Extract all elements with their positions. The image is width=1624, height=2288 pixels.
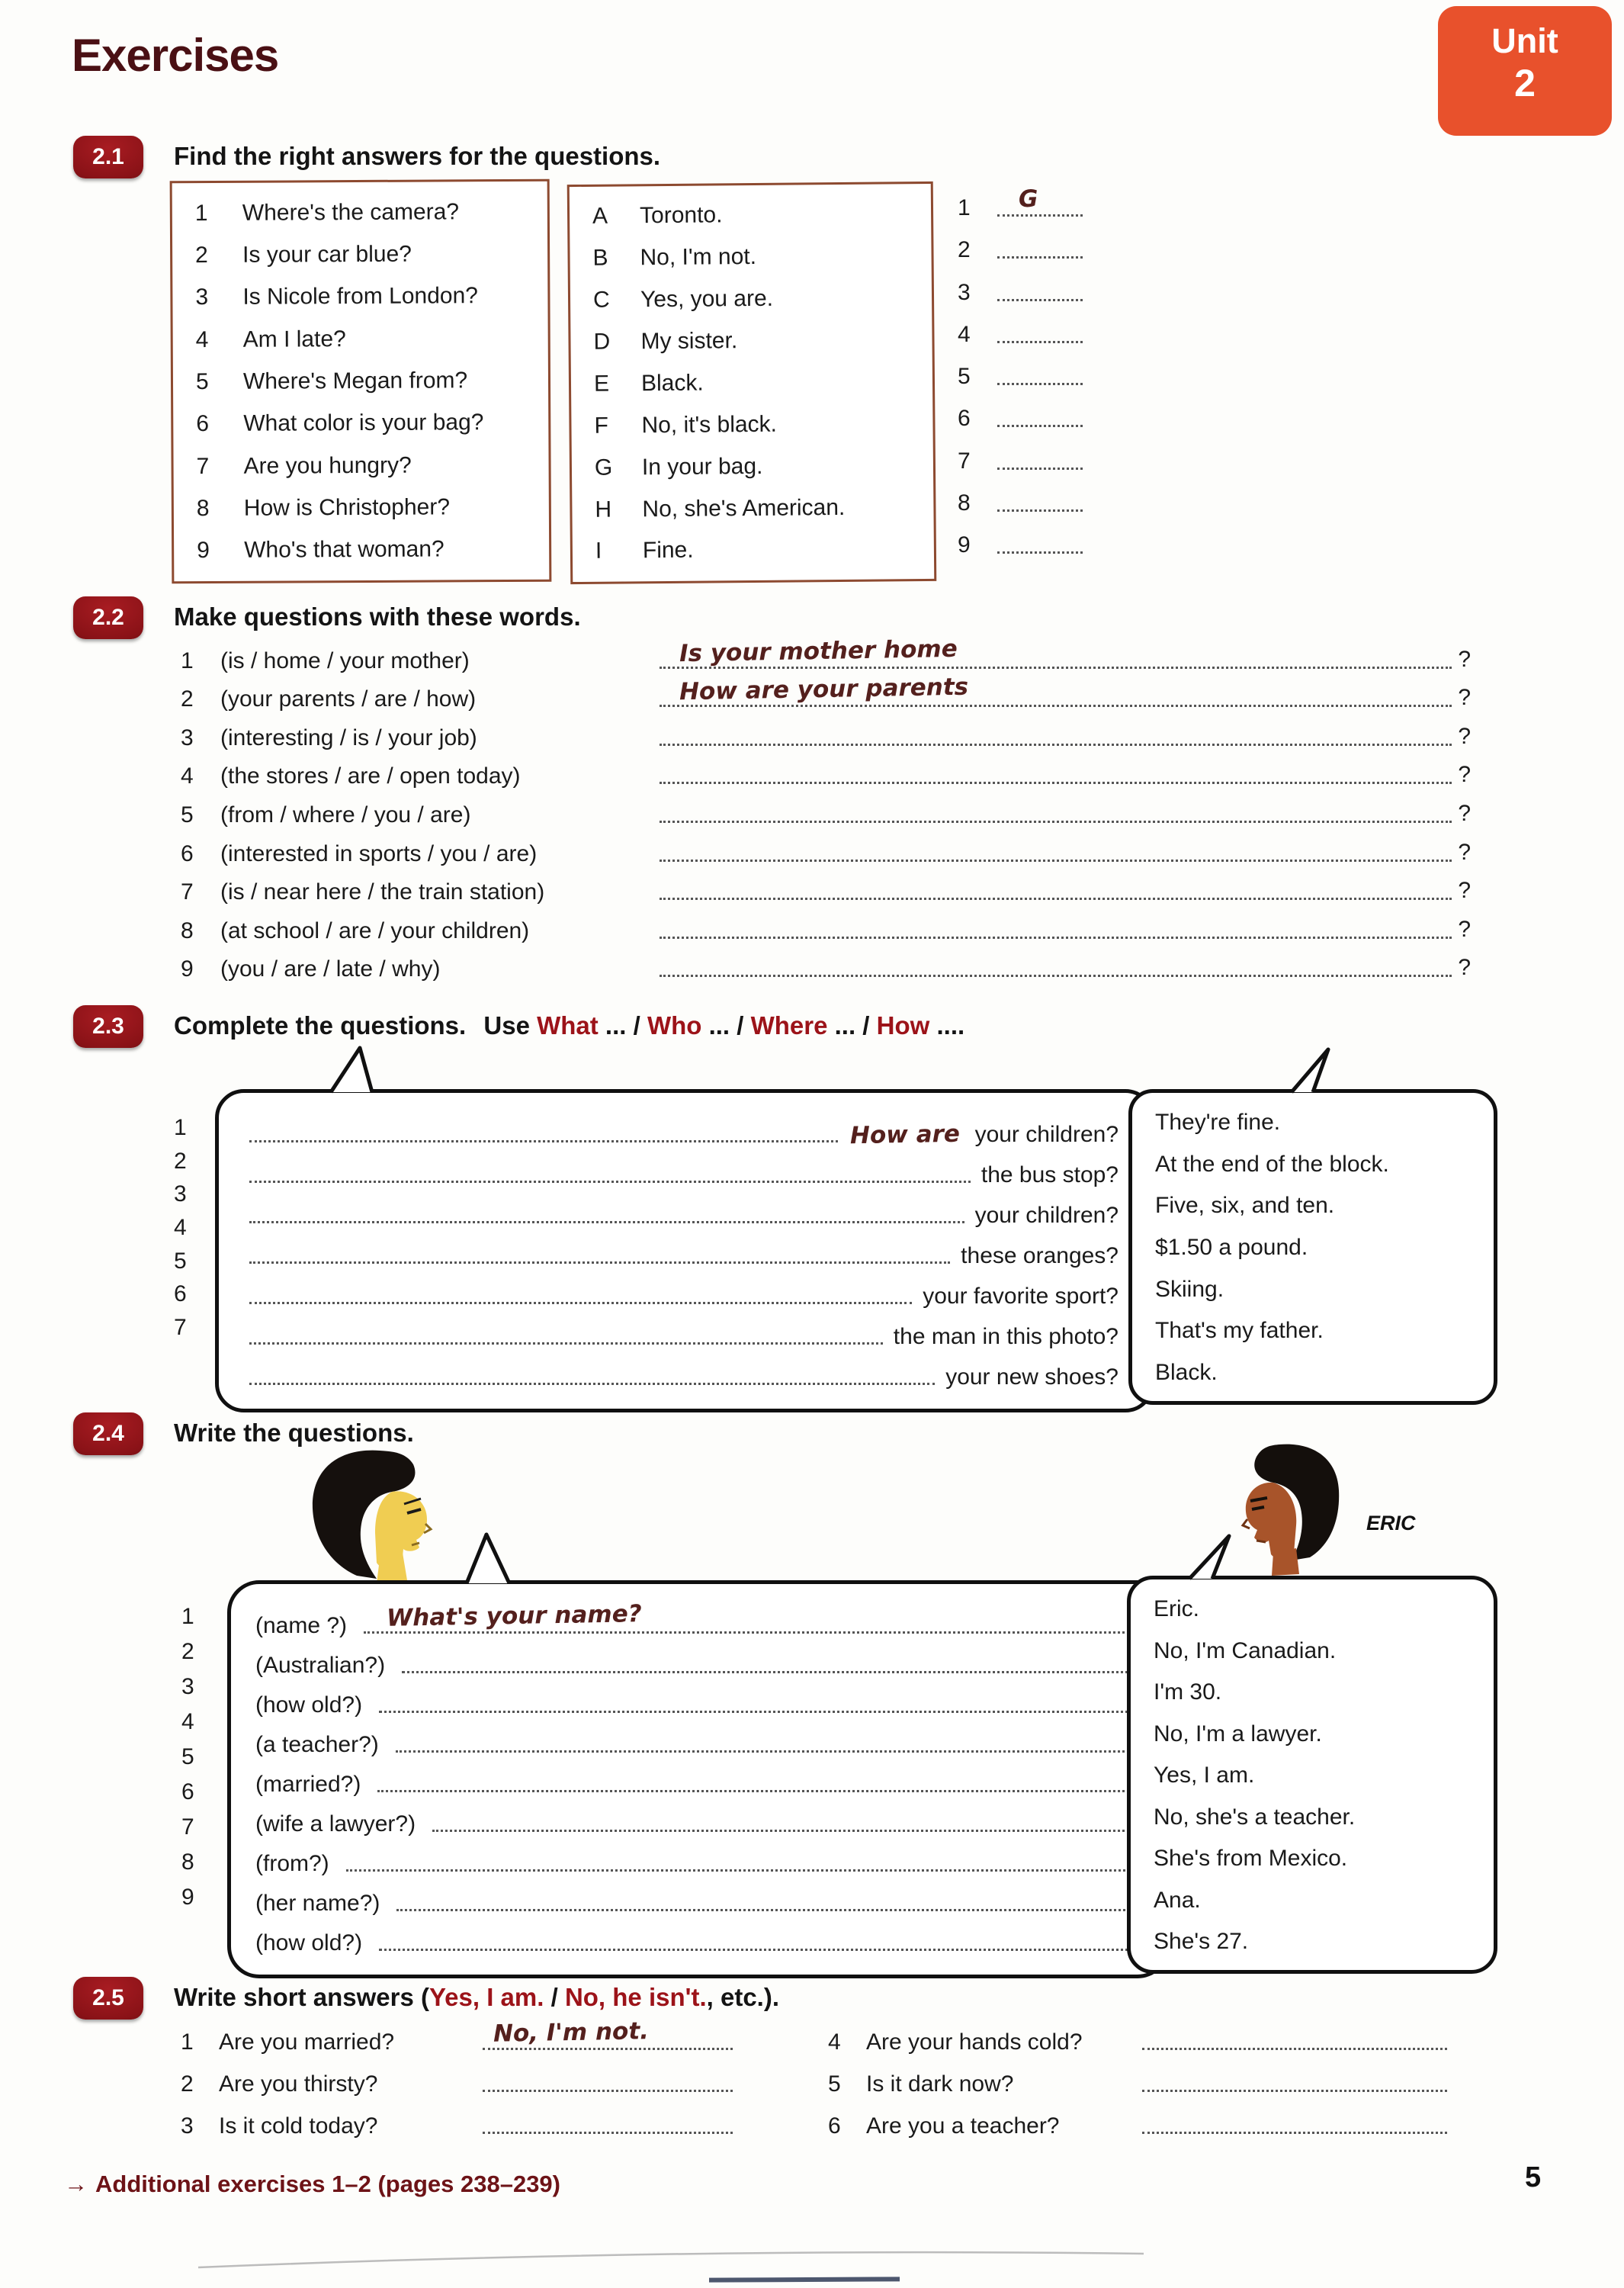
question-ending: the bus stop? [980, 1162, 1119, 1187]
answer-line [432, 1802, 1138, 1832]
word-prompt: (interesting / is / your job) [220, 725, 477, 750]
question-prompt: (wife a lawyer?) [255, 1811, 416, 1837]
answer-line [249, 1155, 971, 1183]
blank-number: 7 [958, 448, 971, 474]
answer-line [1142, 2059, 1447, 2092]
word-prompt: (the stores / are / open today) [220, 763, 521, 789]
row-number: 8 [181, 1849, 194, 1875]
answer-line [402, 1644, 1138, 1673]
answer-text: Yes, you are. [640, 285, 774, 313]
complete-question-row [249, 1114, 1119, 1148]
response-text: They're fine. [1155, 1110, 1281, 1135]
word-prompt: (your parents / are / how) [220, 686, 477, 712]
separator: ... / [701, 1011, 751, 1040]
answer-letter: F [594, 413, 608, 439]
unit-badge [1438, 6, 1612, 136]
unit-badge-number: 2 [1514, 62, 1536, 104]
row-number: 6 [828, 2113, 841, 2139]
answer-line [660, 906, 1452, 939]
row-number: 7 [181, 879, 194, 905]
word-prompt: (from / where / you / are) [220, 802, 471, 827]
write-question-row [255, 1723, 1138, 1758]
responses-speech-bubble [1128, 1089, 1497, 1405]
row-number: 6 [181, 840, 194, 866]
exercise-2-2-rows [181, 635, 1471, 982]
answer-line [1142, 2017, 1447, 2050]
row-number: 3 [174, 1181, 187, 1207]
blank-row [958, 520, 1095, 558]
question-text: Are you hungry? [243, 452, 412, 479]
question-number: 7 [196, 453, 210, 479]
question-row [173, 410, 548, 438]
question-number: 2 [195, 243, 208, 268]
write-question-row [255, 1881, 1138, 1917]
question-prompt: (a teacher?) [255, 1732, 379, 1757]
row-number: 3 [181, 2113, 194, 2139]
answer-text: No, I'm not. [640, 244, 757, 271]
exercise-badge-2-3: 2.3 [73, 1005, 143, 1048]
handwritten-answer: What's your name? [386, 1600, 643, 1632]
instruction-text: Write short answers ( [174, 1983, 429, 2011]
response-text: I'm 30. [1154, 1679, 1222, 1705]
question-text: Is your car blue? [242, 241, 412, 268]
answer-blank [997, 184, 1083, 217]
question-text: Are you a teacher? [866, 2113, 1060, 2139]
answer-text: No, it's black. [641, 411, 778, 439]
complete-question-row [249, 1276, 1119, 1309]
question-mark: ? [1458, 723, 1471, 749]
bubble-row-numbers [174, 1115, 187, 1341]
question-text: Are you married? [219, 2029, 395, 2055]
response-text: At the end of the block. [1155, 1151, 1389, 1177]
question-row [173, 368, 548, 396]
short-answer-row [828, 2055, 1447, 2097]
answer-letter: G [594, 455, 613, 480]
answer-line [660, 790, 1452, 823]
answer-blank [997, 352, 1083, 385]
row-number: 5 [181, 802, 194, 827]
answer-line [660, 867, 1452, 900]
question-ending: your favorite sport? [923, 1284, 1119, 1309]
keyword-no-he-isnt: No, he isn't. [564, 1983, 707, 2011]
question-mark: ? [1458, 762, 1471, 788]
instruction-text: Complete the questions. [174, 1011, 467, 1040]
question-prompt: (married?) [255, 1772, 361, 1797]
question-text: Are you thirsty? [219, 2071, 378, 2097]
questions-speech-bubble [215, 1089, 1154, 1412]
response-text: She's 27. [1154, 1929, 1249, 1954]
footer-text: Additional exercises 1–2 (pages 238–239) [95, 2171, 560, 2197]
answer-blank [997, 521, 1083, 554]
answer-line [249, 1195, 964, 1223]
answer-letter: C [592, 287, 610, 313]
question-ending: the man in this photo? [893, 1324, 1119, 1349]
make-question-row [181, 635, 1471, 674]
row-number: 1 [181, 1604, 194, 1629]
answer-line [377, 1763, 1138, 1792]
complete-question-row [249, 1195, 1119, 1229]
speech-bubble-tail [1186, 1533, 1237, 1580]
response-text: That's my father. [1155, 1318, 1324, 1344]
question-number: 1 [194, 200, 208, 226]
answer-blank [997, 226, 1083, 259]
answer-line [346, 1842, 1138, 1872]
page-number: 5 [1525, 2161, 1542, 2193]
page-curl-shadow [191, 2238, 1151, 2273]
handwritten-answer: How are [849, 1120, 960, 1150]
question-row [173, 451, 548, 480]
question-text: Where's Megan from? [242, 368, 468, 394]
word-prompt: (is / home / your mother) [220, 648, 470, 673]
speech-bubble-tail [464, 1531, 517, 1585]
word-prompt: (you / are / late / why) [220, 956, 441, 982]
question-text: What color is your bag? [243, 410, 484, 437]
exercise-2-1-instruction: Find the right answers for the questions. [174, 142, 661, 170]
make-question-row [181, 751, 1471, 790]
question-text: Is Nicole from London? [242, 283, 479, 310]
blank-number: 5 [958, 364, 971, 389]
make-question-row [181, 674, 1471, 713]
make-question-row [181, 905, 1471, 944]
answer-line [660, 944, 1452, 977]
short-answers-right-column [828, 2013, 1447, 2139]
response-text: Ana. [1154, 1887, 1201, 1913]
write-question-row [255, 1842, 1138, 1877]
row-number: 1 [174, 1115, 187, 1140]
question-text: Is it cold today? [219, 2113, 378, 2139]
response-text: $1.50 a pound. [1155, 1234, 1308, 1260]
eric-responses-bubble [1127, 1576, 1497, 1974]
question-number: 8 [196, 495, 210, 522]
answer-line [249, 1316, 883, 1345]
answer-text: In your bag. [641, 453, 763, 480]
blank-row [958, 225, 1095, 263]
answer-line [1142, 2101, 1447, 2134]
answer-line [660, 674, 1452, 707]
handwritten-answer: Is your mother home [679, 635, 958, 667]
answer-line [379, 1683, 1138, 1713]
question-mark: ? [1458, 685, 1471, 711]
unit-badge-label: Unit [1491, 21, 1558, 60]
response-text: Five, six, and ten. [1155, 1193, 1335, 1219]
write-question-row [255, 1683, 1138, 1718]
exercise-badge-2-1: 2.1 [73, 136, 143, 178]
question-prompt: (from?) [255, 1851, 329, 1876]
keyword-where: Where [750, 1011, 828, 1040]
question-prompt: (how old?) [255, 1930, 363, 1955]
answer-line [660, 829, 1452, 862]
exercise-badge-2-2: 2.2 [73, 596, 143, 639]
row-number: 4 [181, 763, 194, 789]
exercise-2-4-instruction: Write the questions. [174, 1419, 414, 1447]
answer-line [249, 1357, 935, 1385]
row-number: 7 [181, 1814, 194, 1840]
blank-row [958, 394, 1095, 432]
question-text: Am I late? [242, 326, 346, 352]
eric-name-label: ERIC [1366, 1512, 1416, 1534]
blank-number: 8 [958, 490, 971, 516]
response-text: She's from Mexico. [1154, 1846, 1348, 1871]
blank-number: 2 [958, 237, 971, 263]
row-number: 2 [181, 686, 194, 712]
answer-row [570, 284, 932, 313]
make-question-row [181, 944, 1471, 983]
answer-row [570, 243, 931, 272]
answer-row [572, 493, 933, 522]
row-number: 5 [828, 2071, 841, 2097]
blank-row [958, 310, 1095, 348]
blank-number: 3 [958, 279, 971, 305]
question-mark: ? [1458, 878, 1471, 904]
question-mark: ? [1458, 646, 1471, 672]
make-question-row [181, 828, 1471, 867]
question-number: 6 [196, 411, 210, 437]
response-text: No, she's a teacher. [1154, 1804, 1356, 1830]
answer-line [660, 636, 1452, 669]
question-mark: ? [1458, 800, 1471, 826]
row-number: 9 [181, 1885, 194, 1910]
response-text: No, I'm Canadian. [1154, 1637, 1337, 1663]
keyword-yes-i-am: Yes, I am. [428, 1983, 544, 2011]
write-question-row [255, 1921, 1138, 1956]
answer-row [571, 410, 932, 439]
answers-box [567, 182, 937, 584]
answer-line [483, 2101, 733, 2134]
answer-line [396, 1723, 1138, 1753]
response-text: Skiing. [1155, 1276, 1224, 1302]
answer-row [570, 326, 932, 355]
exercise-badge-2-5: 2.5 [73, 1977, 143, 2020]
blank-row [958, 436, 1095, 474]
write-question-row [255, 1644, 1138, 1679]
blank-number: 6 [958, 406, 971, 432]
separator: ... / [598, 1011, 647, 1040]
answer-line [483, 2017, 733, 2050]
answer-text: My sister. [640, 328, 738, 355]
speech-bubble-tail [1287, 1046, 1337, 1094]
question-row [174, 536, 549, 564]
row-number: 4 [828, 2029, 841, 2055]
complete-question-row [249, 1236, 1119, 1269]
row-number: 2 [181, 1639, 194, 1664]
row-number: 4 [181, 1709, 194, 1734]
row-number: 7 [174, 1314, 187, 1340]
make-question-row [181, 712, 1471, 751]
question-text: Who's that woman? [244, 536, 445, 564]
question-number: 5 [195, 369, 209, 395]
question-ending: your new shoes? [945, 1364, 1119, 1390]
write-question-row [255, 1802, 1138, 1837]
answer-blank [997, 310, 1083, 343]
answer-row [572, 452, 933, 481]
write-question-row [255, 1600, 1138, 1639]
answer-line [379, 1921, 1138, 1951]
woman-face-illustration [290, 1444, 465, 1586]
answer-line [660, 751, 1452, 784]
question-ending: your children? [974, 1203, 1119, 1228]
separator: / [544, 1983, 565, 2011]
answer-line [660, 713, 1452, 746]
answer-row [570, 201, 931, 230]
handwritten-answer: G [1018, 185, 1038, 214]
answer-text: Fine. [642, 538, 694, 564]
exercise-2-3-instruction [174, 1011, 964, 1040]
keyword-how: How [876, 1011, 930, 1040]
short-answer-row [828, 2097, 1447, 2139]
short-answer-row [181, 2097, 733, 2139]
answer-letter: B [592, 245, 608, 272]
word-prompt: (is / near here / the train station) [220, 879, 545, 905]
question-prompt: (name ?) [255, 1613, 348, 1638]
response-text: Black. [1155, 1359, 1218, 1385]
handwritten-answer: No, I'm not. [493, 2017, 650, 2048]
complete-question-row [249, 1155, 1119, 1188]
eric-face-illustration [1229, 1440, 1351, 1579]
blank-row [958, 478, 1095, 516]
answer-blank [997, 268, 1083, 301]
short-answer-row [181, 2013, 733, 2055]
response-text: Yes, I am. [1154, 1763, 1255, 1788]
question-prompt: (how old?) [255, 1692, 363, 1718]
short-answer-row [828, 2013, 1447, 2055]
blank-row [958, 352, 1095, 390]
question-text: Is it dark now? [866, 2071, 1014, 2097]
short-answer-row [181, 2055, 733, 2097]
question-row [172, 198, 547, 227]
question-number: 4 [195, 326, 209, 352]
row-number: 5 [181, 1744, 194, 1769]
question-row [172, 241, 547, 269]
blank-number: 4 [958, 321, 971, 347]
answer-letter: D [593, 329, 611, 355]
exercise-badge-2-4: 2.4 [73, 1412, 143, 1455]
question-number: 9 [197, 538, 210, 564]
answer-line [483, 2059, 733, 2092]
instruction-text: , etc.). [706, 1983, 779, 2011]
bubble-row-numbers [181, 1604, 194, 1910]
make-question-row [181, 867, 1471, 906]
additional-exercises-note [64, 2171, 560, 2198]
questions-box [170, 179, 552, 584]
row-number: 3 [181, 725, 194, 750]
answer-blank [997, 479, 1083, 512]
row-number: 5 [174, 1248, 187, 1274]
answer-line [396, 1881, 1138, 1911]
question-mark: ? [1458, 916, 1471, 942]
question-ending: these oranges? [961, 1243, 1119, 1268]
question-text: How is Christopher? [243, 494, 451, 521]
write-question-row [255, 1763, 1138, 1798]
answer-letter: E [593, 371, 610, 397]
question-row [174, 494, 549, 522]
answer-blank [997, 394, 1083, 427]
scan-edge-artifact [709, 2277, 900, 2282]
question-text: Are your hands cold? [866, 2029, 1083, 2055]
question-prompt: (her name?) [255, 1891, 380, 1916]
speech-bubble-tail [328, 1045, 378, 1094]
arrow-icon: → [64, 2171, 88, 2197]
word-prompt: (at school / are / your children) [220, 917, 530, 943]
row-number: 1 [181, 648, 194, 673]
question-row [172, 283, 547, 311]
answer-line [249, 1236, 950, 1264]
answer-line [249, 1276, 912, 1304]
row-number: 1 [181, 2029, 194, 2055]
row-number: 2 [174, 1148, 187, 1174]
answer-text: Black. [640, 370, 704, 397]
answer-text: Toronto. [639, 202, 723, 229]
row-number: 8 [181, 917, 194, 943]
row-number: 4 [174, 1214, 187, 1240]
answer-line [364, 1600, 1138, 1634]
complete-question-row [249, 1316, 1119, 1350]
question-ending: your children? [974, 1122, 1119, 1147]
make-question-row [181, 789, 1471, 828]
matching-blanks [958, 183, 1095, 558]
answer-letter: I [595, 538, 602, 564]
question-mark: ? [1458, 839, 1471, 865]
question-prompt: (Australian?) [255, 1653, 386, 1678]
question-mark: ? [1458, 955, 1471, 981]
handwritten-answer: How are your parents [679, 673, 969, 706]
response-text: Eric. [1154, 1596, 1199, 1621]
answer-line [249, 1114, 838, 1142]
question-number: 3 [195, 284, 209, 310]
answer-letter: A [592, 204, 608, 230]
page-title: Exercises [72, 30, 279, 81]
use-label: Use [483, 1011, 530, 1040]
answer-row [573, 535, 934, 564]
answer-blank [997, 437, 1083, 470]
keyword-what: What [537, 1011, 599, 1040]
row-number: 6 [181, 1779, 194, 1804]
blank-row [958, 183, 1095, 221]
blank-row [958, 268, 1095, 306]
short-answers-left-column [181, 2013, 733, 2139]
exercise-2-5-instruction [174, 1983, 779, 2012]
exercise-2-2-instruction: Make questions with these words. [174, 603, 581, 631]
separator: ... / [827, 1011, 877, 1040]
answer-letter: H [595, 496, 612, 522]
complete-question-row [249, 1357, 1119, 1390]
word-prompt: (interested in sports / you / are) [220, 840, 538, 866]
question-row [173, 325, 548, 353]
keyword-who: Who [647, 1011, 702, 1040]
row-number: 6 [174, 1281, 187, 1307]
row-number: 9 [181, 956, 194, 982]
write-questions-bubble [227, 1580, 1170, 1978]
row-number: 3 [181, 1674, 194, 1699]
response-text: No, I'm a lawyer. [1154, 1721, 1322, 1747]
answer-row [571, 368, 932, 397]
separator: .... [929, 1011, 965, 1040]
answer-text: No, she's American. [642, 494, 846, 522]
blank-number: 1 [958, 195, 971, 220]
question-text: Where's the camera? [242, 198, 460, 226]
blank-number: 9 [958, 532, 971, 558]
row-number: 2 [181, 2071, 194, 2097]
